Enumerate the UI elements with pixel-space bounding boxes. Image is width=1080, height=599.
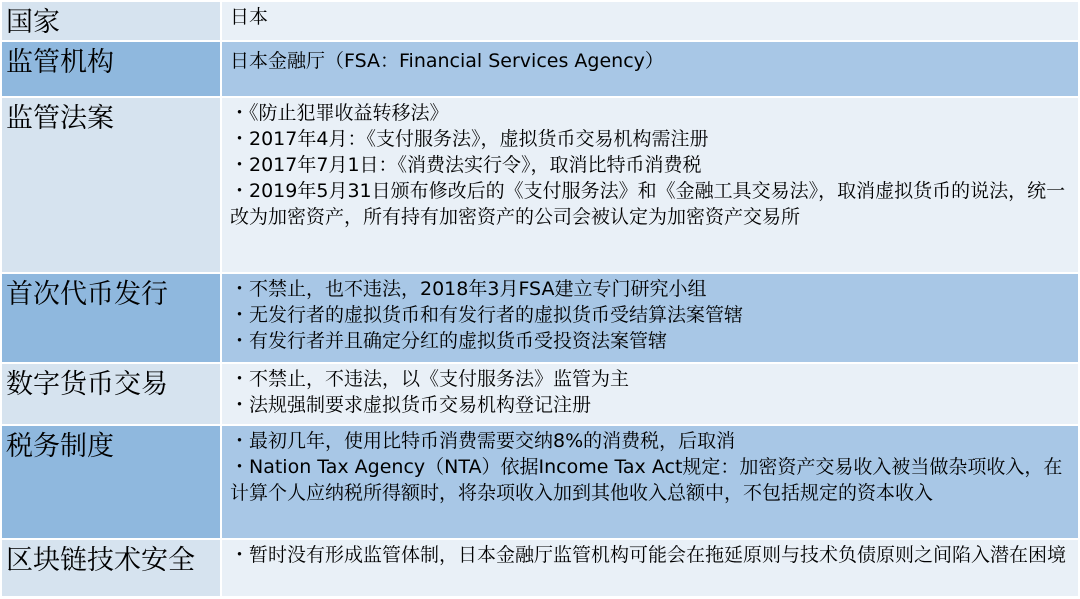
row-content bbox=[221, 363, 1079, 425]
content-line: 日本金融厅（FSA：Financial Services Agency） bbox=[230, 50, 664, 72]
content-line: ・有发行者并且确定分红的虚拟货币受投资法案管辖 bbox=[230, 330, 668, 352]
row-content bbox=[221, 97, 1079, 273]
row-legislation bbox=[1, 97, 1079, 273]
row-label: 首次代币发行 bbox=[1, 273, 221, 363]
row-label: 监管机构 bbox=[1, 41, 221, 97]
row-country bbox=[1, 1, 1079, 41]
row-tax bbox=[1, 425, 1079, 539]
row-label: 监管法案 bbox=[1, 97, 221, 273]
content-line: ・不禁止，也不违法，2018年3月FSA建立专门研究小组 bbox=[230, 278, 707, 300]
content-line: ・法规强制要求虚拟货币交易机构登记注册 bbox=[230, 394, 592, 416]
content-line: ・2017年4月：《支付服务法》，虚拟货币交易机构需注册 bbox=[230, 128, 709, 150]
row-label: 税务制度 bbox=[1, 425, 221, 539]
content-line: 日本 bbox=[230, 6, 269, 28]
content-line: ・2019年5月31日颁布修改后的《支付服务法》和《金融工具交易法》，取消虚拟货币的说法，统一改为加密资产，所有持有加密资产的公司会被认定为加密资产交易所 bbox=[230, 180, 1066, 228]
row-content bbox=[221, 1, 1079, 41]
row-content bbox=[221, 539, 1079, 597]
content-line: ・《防止犯罪收益转移法》 bbox=[230, 102, 449, 124]
row-label: 国家 bbox=[1, 1, 221, 41]
row-crypto-trading bbox=[1, 363, 1079, 425]
row-ico bbox=[1, 273, 1079, 363]
row-content bbox=[221, 425, 1079, 539]
content-line: ・暂时没有形成监管体制，日本金融厅监管机构可能会在拖延原则与技术负债原则之间陷入潜在困境 bbox=[230, 544, 1067, 566]
content-line: ・最初几年，使用比特币消费需要交纳8%的消费税，后取消 bbox=[230, 430, 736, 452]
row-content bbox=[221, 273, 1079, 363]
row-regulator bbox=[1, 41, 1079, 97]
row-label: 区块链技术安全 bbox=[1, 539, 221, 597]
row-content bbox=[221, 41, 1079, 97]
content-line: ・不禁止，不违法，以《支付服务法》监管为主 bbox=[230, 368, 630, 390]
row-label: 数字货币交易 bbox=[1, 363, 221, 425]
content-line: ・2017年7月1日：《消费法实行令》，取消比特币消费税 bbox=[230, 154, 702, 176]
content-line: ・无发行者的虚拟货币和有发行者的虚拟货币受结算法案管辖 bbox=[230, 304, 744, 326]
row-blockchain-security bbox=[1, 539, 1079, 597]
content-line: ・Nation Tax Agency（NTA）依据Income Tax Act规定：加密资产交易收入被当做杂项收入，在计算个人应纳税所得额时，将杂项收入加到其他收入总额中，不包括规定的资本收入 bbox=[230, 456, 1063, 504]
